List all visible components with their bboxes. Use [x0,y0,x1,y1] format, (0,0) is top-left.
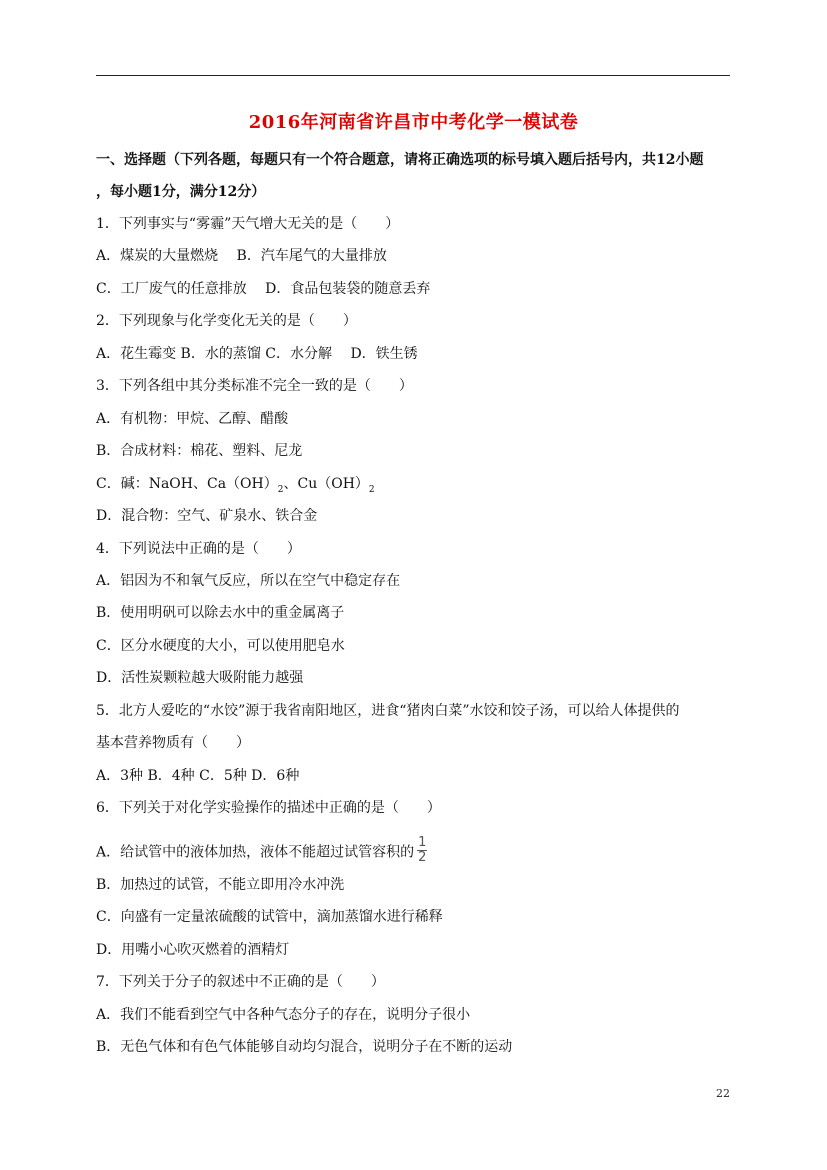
question-3-option-a: A．有机物：甲烷、乙醇、醋酸 [96,411,289,427]
question-2-options: A．花生霉变 B．水的蒸馏 C．水分解 D．铁生锈 [96,346,418,362]
question-4-option-c: C．区分水硬度的大小，可以使用肥皂水 [96,638,345,654]
subscript-2: 2 [277,484,284,495]
fraction-denominator: 2 [418,850,427,865]
question-6-option-b: B．加热过的试管，不能立即用冷水冲洗 [96,877,345,893]
subscript-2: 2 [368,484,375,495]
question-6-option-d: D．用嘴小心吹灭燃着的酒精灯 [96,942,290,958]
question-3-stem: 3．下列各组中其分类标准不完全一致的是（ ） [96,378,413,394]
section-heading-line-1: 一、选择题（下列各题，每题只有一个符合题意，请将正确选项的标号填入题后括号内，共12小题 [96,152,704,168]
option-a-text: A．给试管中的液体加热，液体不能超过试管容积的 [96,844,415,861]
question-6-option-a [96,835,427,867]
question-1-options-ab: A．煤炭的大量燃烧 B．汽车尾气的大量排放 [96,248,387,264]
question-7-option-a: A．我们不能看到空气中各种气态分子的存在，说明分子很小 [96,1007,471,1023]
option-c-text-2: 、Cu（OH） [283,476,369,492]
question-5-stem-line-1: 5．北方人爱吃的“水饺”源于我省南阳地区，进食“猪肉白菜”水饺和饺子汤，可以给人体提供的 [96,703,680,719]
question-7-option-b: B．无色气体和有色气体能够自动均匀混合，说明分子在不断的运动 [96,1039,513,1055]
question-5-options: A．3种 B．4种 C．5种 D．6种 [96,768,300,784]
question-4-option-a: A．铝因为不和氧气反应，所以在空气中稳定存在 [96,573,401,589]
question-4-option-b: B．使用明矾可以除去水中的重金属离子 [96,605,345,621]
question-1-options-cd: C．工厂废气的任意排放 D．食品包装袋的随意丢弃 [96,281,431,297]
question-4-stem: 4．下列说法中正确的是（ ） [96,541,301,557]
question-2-stem: 2．下列现象与化学变化无关的是（ ） [96,313,357,329]
fraction-one-half [417,836,427,865]
exam-title: 2016年河南省许昌市中考化学一模试卷 [248,112,579,133]
question-4-option-d: D．活性炭颗粒越大吸附能力越强 [96,670,304,686]
question-6-option-c: C．向盛有一定量浓硫酸的试管中，滴加蒸馏水进行稀释 [96,909,443,925]
question-7-stem: 7．下列关于分子的叙述中不正确的是（ ） [96,974,385,990]
question-3-option-d: D．混合物：空气、矿泉水、铁合金 [96,508,318,524]
question-3-option-b: B．合成材料：棉花、塑料、尼龙 [96,443,303,459]
option-c-text-1: C．碱：NaOH、Ca（OH） [96,476,278,492]
question-6-stem: 6．下列关于对化学实验操作的描述中正确的是（ ） [96,800,441,816]
section-heading-line-2: ，每小题1分，满分12分） [96,184,266,200]
page-number: 22 [716,1087,730,1100]
question-1-stem: 1．下列事实与“雾霾”天气增大无关的是（ ） [96,216,400,232]
fraction-numerator: 1 [418,835,427,850]
header-rule [96,75,730,76]
question-5-stem-line-2: 基本营养物质有（ ） [96,735,250,751]
question-3-option-c [96,475,375,499]
